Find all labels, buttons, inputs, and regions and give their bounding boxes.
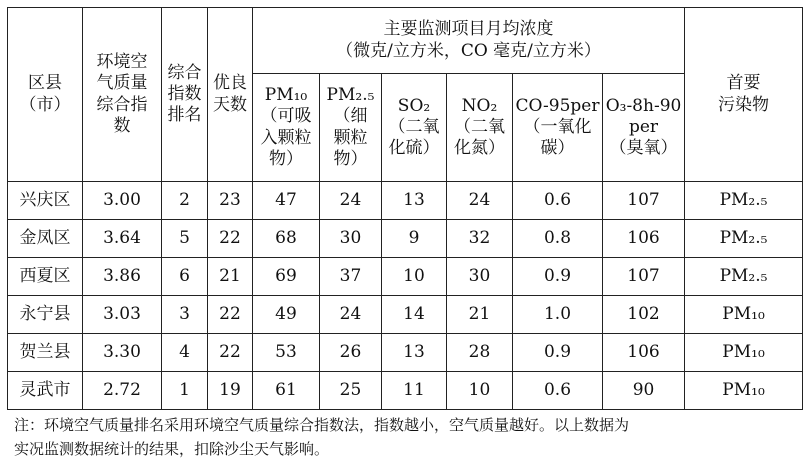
cell-aqi: 3.00 (83, 182, 162, 220)
cell-good-days: 22 (208, 334, 253, 372)
air-quality-table (7, 7, 803, 410)
cell-pm25: 24 (320, 182, 382, 220)
cell-no2: 32 (447, 220, 513, 258)
cell-co: 1.0 (513, 296, 603, 334)
header-good-days: 优良 天数 (208, 8, 253, 182)
cell-primary: PM₁₀ (685, 296, 803, 334)
cell-o3: 90 (603, 372, 685, 410)
table-row (8, 296, 803, 334)
cell-so2: 14 (382, 296, 447, 334)
cell-rank: 5 (162, 220, 208, 258)
cell-so2: 11 (382, 372, 447, 410)
table-footnote: 注：环境空气质量排名采用环境空气质量综合指数法，指数越小，空气质量越好。以上数据为 实况监测数据统计的结果，扣除沙尘天气影响。 (14, 416, 630, 458)
cell-good-days: 22 (208, 296, 253, 334)
cell-co: 0.6 (513, 182, 603, 220)
cell-pm25: 25 (320, 372, 382, 410)
cell-aqi: 2.72 (83, 372, 162, 410)
header-aqi: 环境空 气质量 综合指 数 (83, 8, 162, 182)
table-row (8, 182, 803, 220)
cell-no2: 30 (447, 258, 513, 296)
cell-good-days: 21 (208, 258, 253, 296)
table-row (8, 372, 803, 410)
cell-aqi: 3.64 (83, 220, 162, 258)
cell-good-days: 23 (208, 182, 253, 220)
cell-rank: 4 (162, 334, 208, 372)
cell-so2: 13 (382, 182, 447, 220)
cell-so2: 10 (382, 258, 447, 296)
cell-aqi: 3.86 (83, 258, 162, 296)
cell-aqi: 3.03 (83, 296, 162, 334)
cell-pm25: 24 (320, 296, 382, 334)
cell-o3: 106 (603, 220, 685, 258)
cell-primary: PM₂.₅ (685, 258, 803, 296)
cell-so2: 9 (382, 220, 447, 258)
cell-o3: 102 (603, 296, 685, 334)
cell-so2: 13 (382, 334, 447, 372)
cell-pm25: 30 (320, 220, 382, 258)
cell-county: 兴庆区 (8, 182, 83, 220)
cell-pm10: 61 (253, 372, 320, 410)
table-row (8, 258, 803, 296)
cell-o3: 107 (603, 182, 685, 220)
cell-co: 0.6 (513, 372, 603, 410)
cell-primary: PM₁₀ (685, 334, 803, 372)
header-no2: NO₂ （二氧 化氮） (447, 74, 513, 182)
cell-county: 永宁县 (8, 296, 83, 334)
cell-rank: 6 (162, 258, 208, 296)
cell-rank: 1 (162, 372, 208, 410)
cell-pm10: 68 (253, 220, 320, 258)
cell-no2: 28 (447, 334, 513, 372)
header-county: 区县 （市） (8, 8, 83, 182)
header-row-top (8, 8, 803, 74)
cell-rank: 2 (162, 182, 208, 220)
table-row (8, 334, 803, 372)
cell-pm25: 26 (320, 334, 382, 372)
header-so2: SO₂ （二氧 化硫） (382, 74, 447, 182)
cell-aqi: 3.30 (83, 334, 162, 372)
cell-county: 西夏区 (8, 258, 83, 296)
header-rank: 综合 指数 排名 (162, 8, 208, 182)
cell-county: 贺兰县 (8, 334, 83, 372)
cell-good-days: 19 (208, 372, 253, 410)
cell-o3: 107 (603, 258, 685, 296)
cell-co: 0.9 (513, 334, 603, 372)
cell-co: 0.8 (513, 220, 603, 258)
cell-o3: 106 (603, 334, 685, 372)
cell-pm10: 53 (253, 334, 320, 372)
table-row (8, 220, 803, 258)
cell-pm10: 69 (253, 258, 320, 296)
cell-primary: PM₂.₅ (685, 220, 803, 258)
cell-county: 灵武市 (8, 372, 83, 410)
header-pm25: PM₂.₅ （细 颗粒 物） (320, 74, 382, 182)
cell-pm10: 47 (253, 182, 320, 220)
cell-pm10: 49 (253, 296, 320, 334)
header-co: CO-95per （一氧化 碳） (513, 74, 603, 182)
cell-county: 金凤区 (8, 220, 83, 258)
cell-primary: PM₂.₅ (685, 182, 803, 220)
cell-rank: 3 (162, 296, 208, 334)
cell-no2: 24 (447, 182, 513, 220)
header-pollutant-group: 主要监测项目月均浓度 （微克/立方米，CO 毫克/立方米） (253, 8, 685, 74)
cell-good-days: 22 (208, 220, 253, 258)
cell-primary: PM₁₀ (685, 372, 803, 410)
header-pm10: PM₁₀ （可吸 入颗粒 物） (253, 74, 320, 182)
cell-co: 0.9 (513, 258, 603, 296)
header-primary-pollutant: 首要 污染物 (685, 8, 803, 182)
cell-no2: 21 (447, 296, 513, 334)
cell-no2: 10 (447, 372, 513, 410)
cell-pm25: 37 (320, 258, 382, 296)
header-o3: O₃-8h-90 per （臭氧） (603, 74, 685, 182)
